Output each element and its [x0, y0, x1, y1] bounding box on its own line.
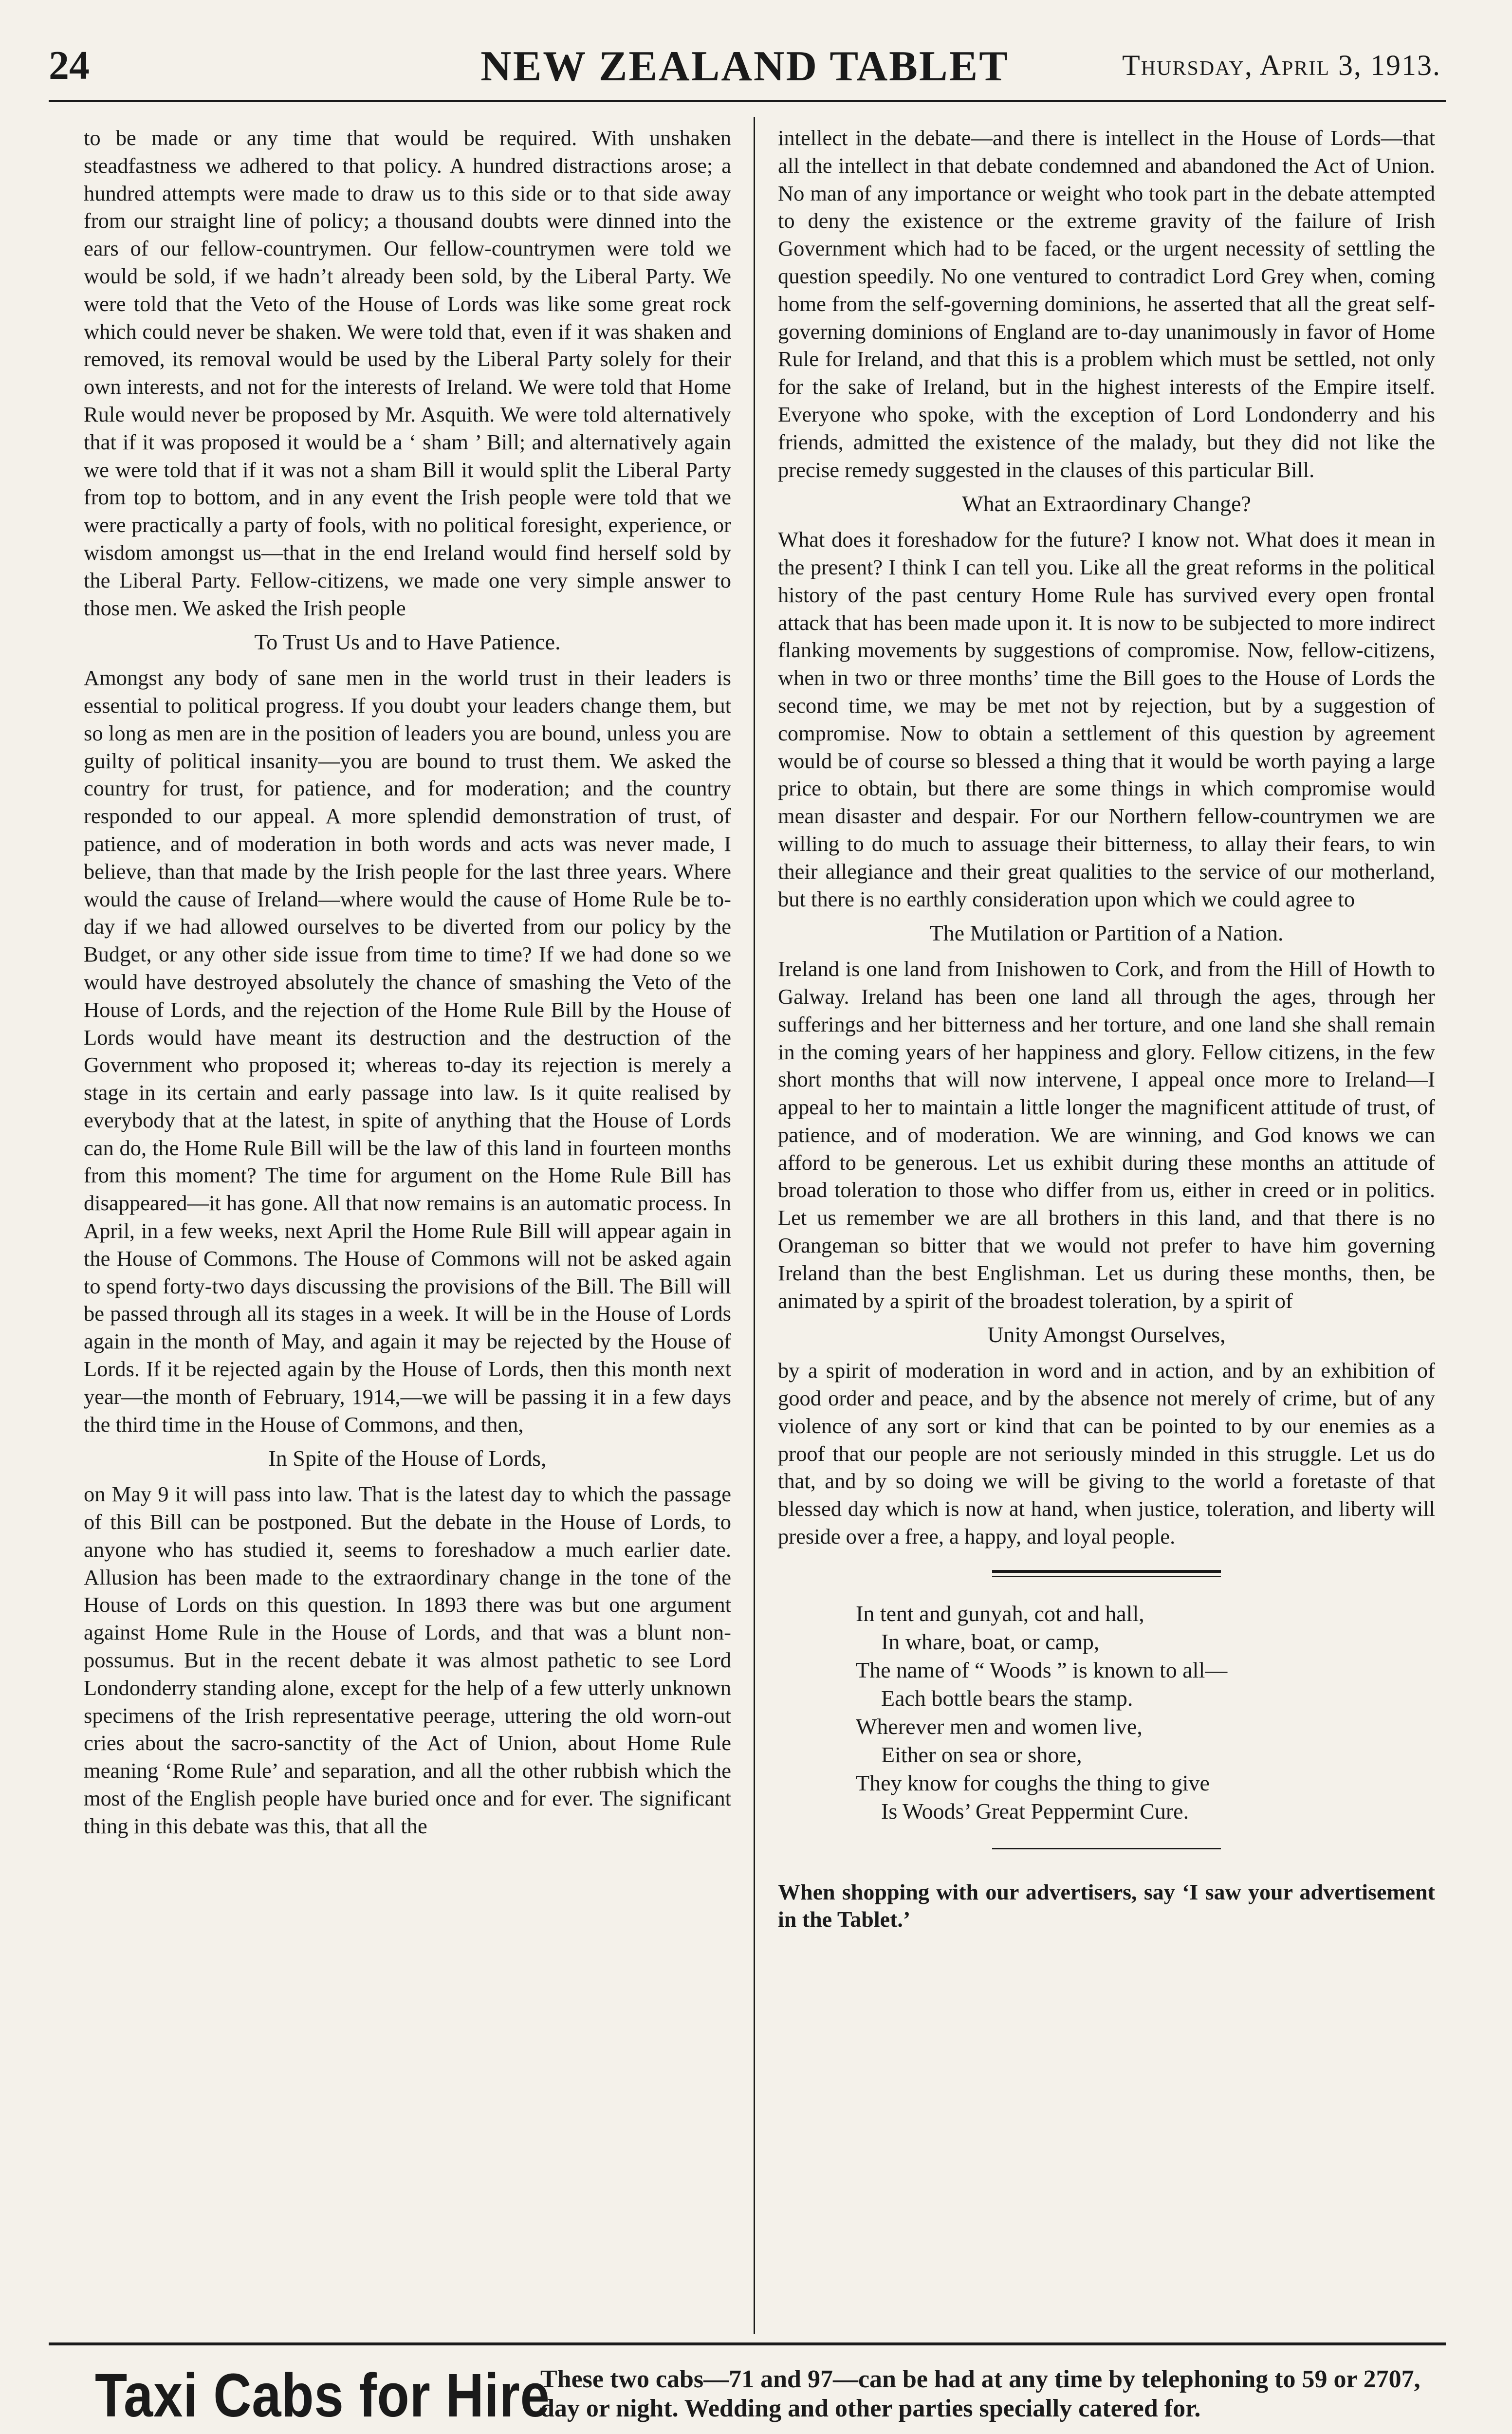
advertisers-note: When shopping with our advertisers, say ‘I saw your advertisement in the Tablet.’	[778, 1879, 1435, 1932]
left-paragraph-1: to be made or any time that would be required. With unshaken steadfastness we adhered to that policy. A hundred distractions arose; a hundred attempts were made to draw us to this side or to that side away from our straight line of policy; a thousand doubts were dinned into the ears of our fellow-countrymen. Our fellow-countrymen were told we would be sold, if we hadn’t already been sold, by the Liberal Party. We were told that the Veto of the House of Lords was like some great rock which could never be shaken. We were told that, even if it was shaken and removed, its removal would be used by the Liberal Party solely for their own interests, and not for the interests of Ireland. We were told that Home Rule would never be proposed by Mr. Asquith. We were told alternatively that if it was proposed it would be a ‘ sham ’ Bill; and alternatively again we were told that if it was not a sham Bill it would split the Liberal Party from top to bottom, and in any event the Irish people were told that we were practically a party of fools, with no political foresight, experience, or wisdom amongst us—that in the end Ireland would find herself sold by the Liberal Party. Fellow-citizens, we made one very simple answer to those men. We asked the Irish people	[84, 126, 731, 620]
right-paragraph-3: Ireland is one land from Inishowen to Cork, and from the Hill of Howth to Galway. Ireland has been one land all through the ages, through her sufferings and her bitterness and her torture, and one land she shall remain in the coming years of her happiness and glory. Fellow citizens, in the few short months that will now intervene, I appeal once more to Ireland—I appeal to her to maintain a little longer the magnificent attitude of trust, of patience, and of moderation. We are winning, and God knows we can afford to be generous. Let us exhibit during these months an attitude of broad toleration to those who differ from us, either in creed or in politics. Let us remember we are all brothers in this land, and that there is no Orangeman so bitter that we would not prefer to have him governing Ireland than the best Englishman. Let us during these months, then, be animated by a spirit of the broadest toleration, by a spirit of	[778, 957, 1435, 1313]
poem-line: In whare, boat, or camp,	[881, 1629, 1100, 1654]
column-divider	[754, 117, 755, 2334]
right-paragraph-1: intellect in the debate—and there is intellect in the House of Lords—that all the intellect in that debate condemned and abandoned the Act of Union. No man of any importance or weight who took part in the debate attempted to deny the existence or the extreme gravity of the failure of Irish Government which had to be faced, or the urgent necessity of settling the question speedily. No one ventured to contradict Lord Grey when, coming home from the self-governing dominions, he asserted that all the great self-governing dominions of England are to-day unanimously in favor of Home Rule for Ireland, and that this is a problem which must be settled, not only for the sake of Ireland, but in the highest interests of the Empire itself. Everyone who spoke, with the exception of Lord Londonderry and his friends, admitted the existence of the malady, but they did not like the precise remedy suggested in the clauses of this particular Bill.	[778, 126, 1435, 482]
poem-line: The name of “ Woods ” is known to all—	[856, 1657, 1228, 1682]
footer-top-rule	[49, 2342, 1446, 2345]
taxi-ad-title: Taxi Cabs for Hire	[95, 2361, 550, 2430]
poem-line: They know for coughs the thing to give	[856, 1770, 1210, 1795]
poem-line: Each bottle bears the stamp.	[881, 1685, 1133, 1711]
right-paragraph-2: What does it foreshadow for the future? I know not. What does it mean in the present? I think I can tell you. Like all the great reforms in the political history of the past century Home Rule has survived every open frontal attack that has been made upon it. It is now to be subjected to more indirect flanking movements by suggestions of compromise. Now, fellow-citizens, when in two or three months’ time the Bill goes to the House of Lords the second time, we may be met not by rejection, but by a suggestion of compromise. Now to obtain a settlement of this question by agreement would be of course so blessed a thing that it would be worth paying a large price to obtain, but there are some things in which compromise would mean disaster and despair. For our Northern fellow-countrymen we are willing to do much to assuage their bitterness, to allay their fears, to win their allegiance and their great qualities to the service of our motherland, but there is no earthly consideration upon which we could agree to	[778, 527, 1435, 911]
taxi-ad-body: These two cabs—71 and 97—can be had at any time by telephoning to 59 or 2707, day or night. Wedding and other parties specially catered for.	[540, 2365, 1420, 2422]
masthead-rule	[49, 100, 1446, 102]
poem-end-rule	[992, 1848, 1221, 1849]
left-column	[84, 124, 731, 1840]
masthead	[49, 42, 1441, 91]
issue-date: Thursday, April 3, 1913.	[1122, 49, 1441, 81]
poem-line: Wherever men and women live,	[856, 1714, 1143, 1739]
woods-peppermint-poem	[856, 1600, 1435, 1826]
poem-line: In tent and gunyah, cot and hall,	[856, 1601, 1144, 1626]
poem-line: Either on sea or shore,	[881, 1742, 1082, 1767]
left-paragraph-2: Amongst any body of sane men in the world trust in their leaders is essential to political progress. If you doubt your leaders change them, but so long as men are in the position of leaders you are bound, unless you are guilty of political insanity—you are bound to trust them. We asked the country for trust, for patience, and for moderation; and the country responded to our appeal. A more splendid demonstration of trust, of patience, and of moderation in both words and acts was never made, I believe, than that made by the Irish people for the last three years. Where would the cause of Ireland—where would the cause of Home Rule be to-day if we had allowed ourselves to be diverted from our policy by the Budget, or any other side issue from time to time? If we had done so we would have destroyed absolutely the chance of smashing the Veto of the House of Lords, and the rejection of the Home Rule Bill by the House of Lords would have meant its destruction and the destruction of the Government who proposed it; whereas to-day its rejection is merely a stage in its certain and early passage into law. Is it quite realised by everybody that at the latest, in spite of anything that the House of Lords can do, the Home Rule Bill will be the law of this land in fourteen months from this moment? The time for argument on the Home Rule Bill has disappeared—it has gone. All that now remains is an automatic process. In April, in a few weeks, next April the Home Rule Bill will appear again in the House of Commons. The House of Commons will not be asked again to spend forty-two days discussing the provisions of the Bill. The Bill will be passed through all its stages in a week. It will be in the House of Lords again in the month of May, and again it may be rejected by the House of Lords. If it be rejected again by the House of Lords, then this month next year—the month of February, 1914,—we will be passing it in a few days the third time in the House of Commons, and then,	[84, 665, 731, 1437]
right-paragraph-4: by a spirit of moderation in word and in action, and by an exhibition of good order and peace, and by the absence not merely of crime, but of any violence of any sort or kind that can be pointed to by our enemies as a proof that our people are not seriously minded in this struggle. Let us do that, and by so doing we will be giving to the world a foretaste of that blessed day which is now at hand, when justice, toleration, and liberty will preside over a free, a happy, and loyal people.	[778, 1358, 1435, 1549]
left-paragraph-3: on May 9 it will pass into law. That is the latest day to which the passage of this Bill can be postponed. But the debate in the House of Lords, to anyone who has studied it, seems to foreshadow a much earlier date. Allusion has been made to the extraordinary change in the tone of the House of Lords on this question. In 1893 there was but one argument against Home Rule in the House of Lords, and that was a blunt non-possumus. But in the recent debate it was almost pathetic to see Lord Londonderry standing alone, except for the help of a few utterly unknown specimens of the Irish representative peerage, uttering the old worn-out cries about the sacro-sanctity of the Act of Union, about Home Rule meaning ‘Rome Rule’ and separation, and all the other rubbish which the most of the English people have buried once and for ever. The significant thing in this debate was this, that all the	[84, 1482, 731, 1838]
paper-title: NEW ZEALAND TABLET	[480, 43, 1009, 90]
right-subheading-3: Unity Amongst Ourselves,	[987, 1322, 1226, 1347]
right-subheading-2: The Mutilation or Partition of a Nation.	[929, 921, 1284, 946]
left-subheading-2: In Spite of the House of Lords,	[268, 1446, 547, 1471]
left-subheading-1: To Trust Us and to Have Patience.	[254, 629, 561, 655]
poem-line: Is Woods’ Great Peppermint Cure.	[881, 1798, 1189, 1824]
right-column	[778, 124, 1435, 1933]
poem-separator-rule	[992, 1570, 1221, 1577]
right-subheading-1: What an Extraordinary Change?	[962, 491, 1251, 516]
page-number: 24	[49, 43, 90, 88]
